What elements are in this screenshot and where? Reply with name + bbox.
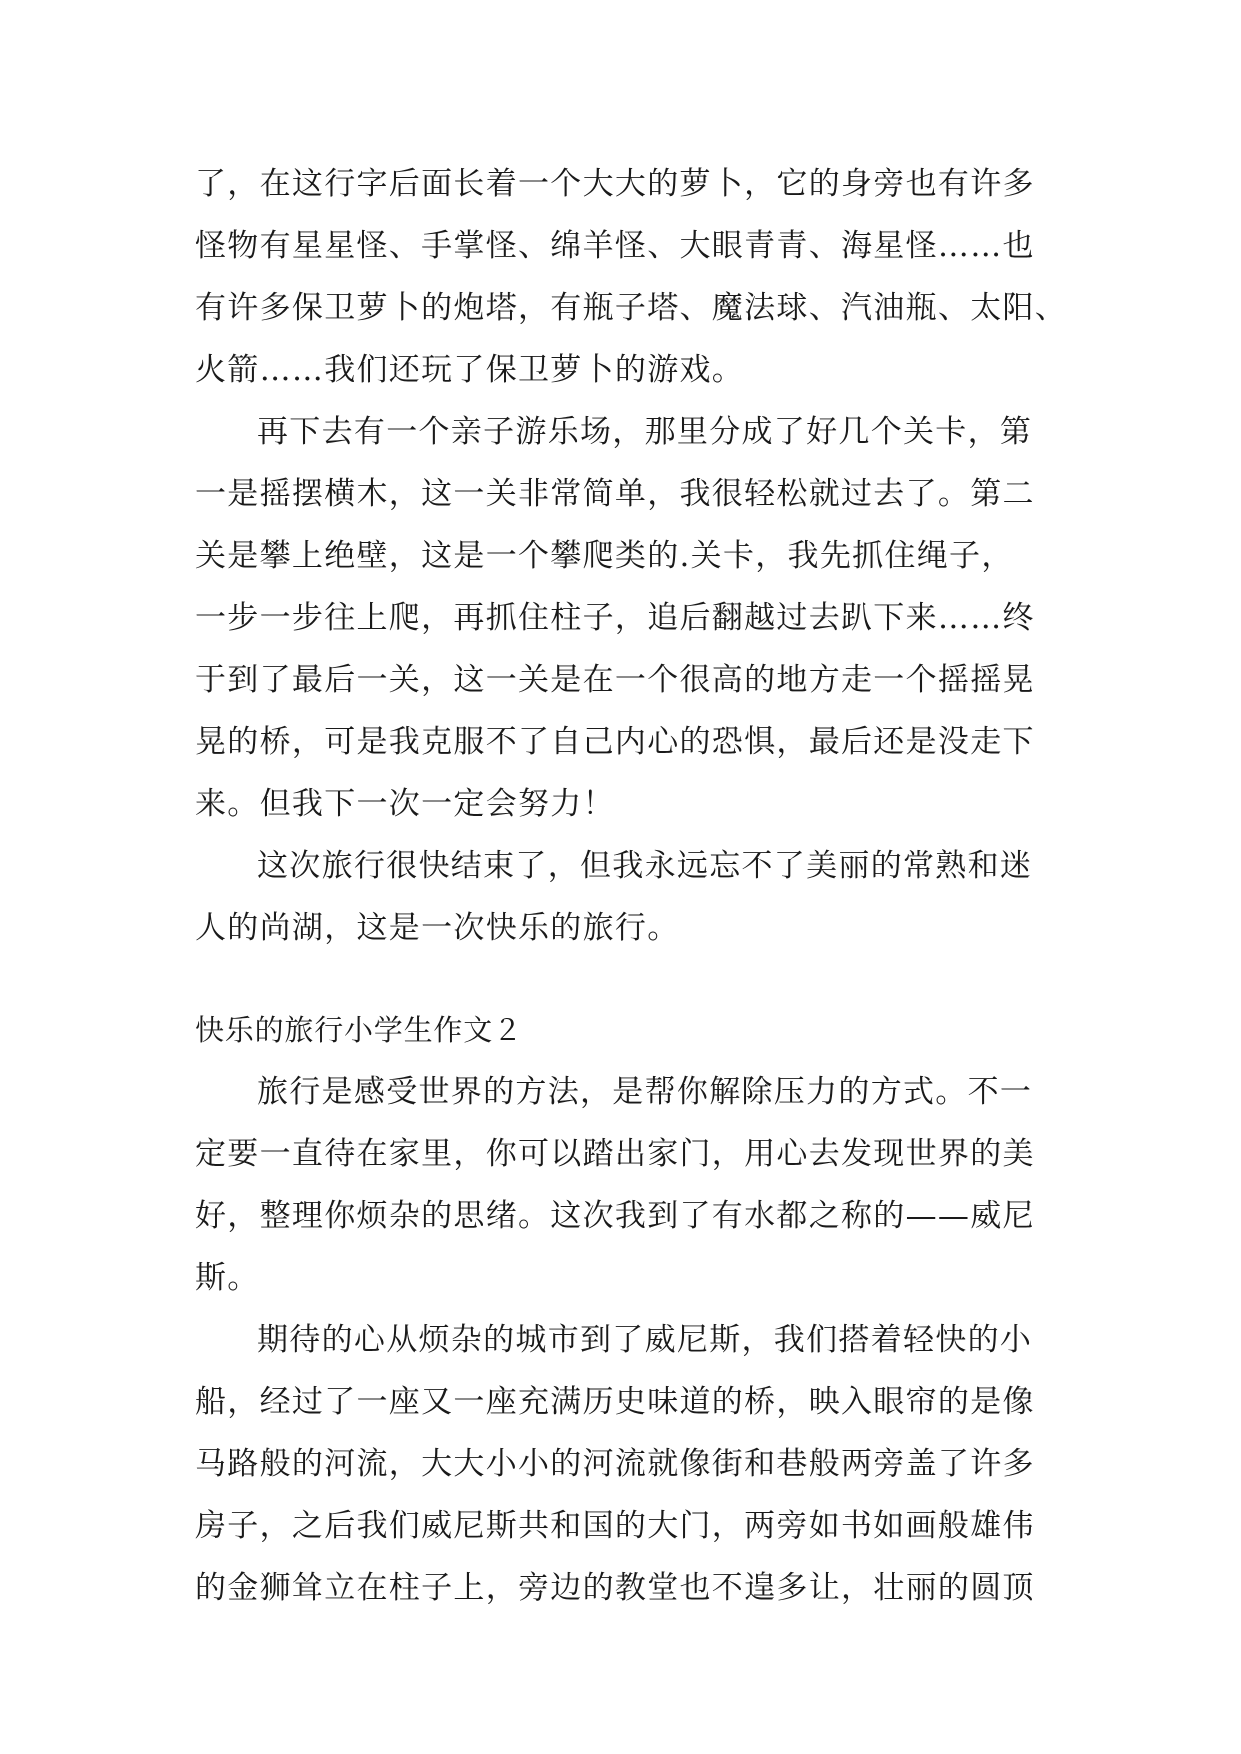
text-line: 人的尚湖，这是一次快乐的旅行。 [195,910,680,946]
text-line: 房子，之后我们威尼斯共和国的大门，两旁如书如画般雄伟 [195,1508,1035,1544]
text-line: 马路般的河流，大大小小的河流就像街和巷般两旁盖了许多 [195,1446,1035,1482]
paragraph-first-line: 期待的心从烦杂的城市到了威尼斯，我们搭着轻快的小 [257,1322,1033,1358]
paragraph-first-line: 这次旅行很快结束了，但我永远忘不了美丽的常熟和迷 [257,848,1033,884]
text-line: 于到了最后一关，这一关是在一个很高的地方走一个摇摇晃 [195,662,1035,698]
paragraph-first-line: 再下去有一个亲子游乐场，那里分成了好几个关卡，第 [257,414,1033,450]
text-line: 的金狮耸立在柱子上，旁边的教堂也不遑多让，壮丽的圆顶 [195,1570,1035,1606]
text-line: 一步一步往上爬，再抓住柱子，追后翻越过去趴下来……终 [195,600,1035,636]
text-line: 晃的桥，可是我克服不了自己内心的恐惧，最后还是没走下 [195,724,1035,760]
text-line: 关是攀上绝壁，这是一个攀爬类的.关卡，我先抓住绳子， [195,538,1014,574]
text-line: 船，经过了一座又一座充满历史味道的桥，映入眼帘的是像 [195,1384,1035,1420]
text-line: 了，在这行字后面长着一个大大的萝卜，它的身旁也有许多 [195,166,1035,202]
section-heading: 快乐的旅行小学生作文２ [195,1013,523,1047]
text-line: 斯。 [195,1260,260,1296]
text-line: 一是摇摆横木，这一关非常简单，我很轻松就过去了。第二 [195,476,1035,512]
text-line: 来。但我下一次一定会努力！ [195,786,615,822]
text-line: 好，整理你烦杂的思绪。这次我到了有水都之称的——威尼 [195,1198,1035,1234]
text-line: 怪物有星星怪、手掌怪、绵羊怪、大眼青青、海星怪……也 [195,228,1035,264]
text-line: 定要一直待在家里，你可以踏出家门，用心去发现世界的美 [195,1136,1035,1172]
text-line: 有许多保卫萝卜的炮塔，有瓶子塔、魔法球、汽油瓶、太阳、 [195,290,1068,326]
text-line: 火箭……我们还玩了保卫萝卜的游戏。 [195,352,745,388]
paragraph-first-line: 旅行是感受世界的方法，是帮你解除压力的方式。不一 [257,1074,1033,1110]
